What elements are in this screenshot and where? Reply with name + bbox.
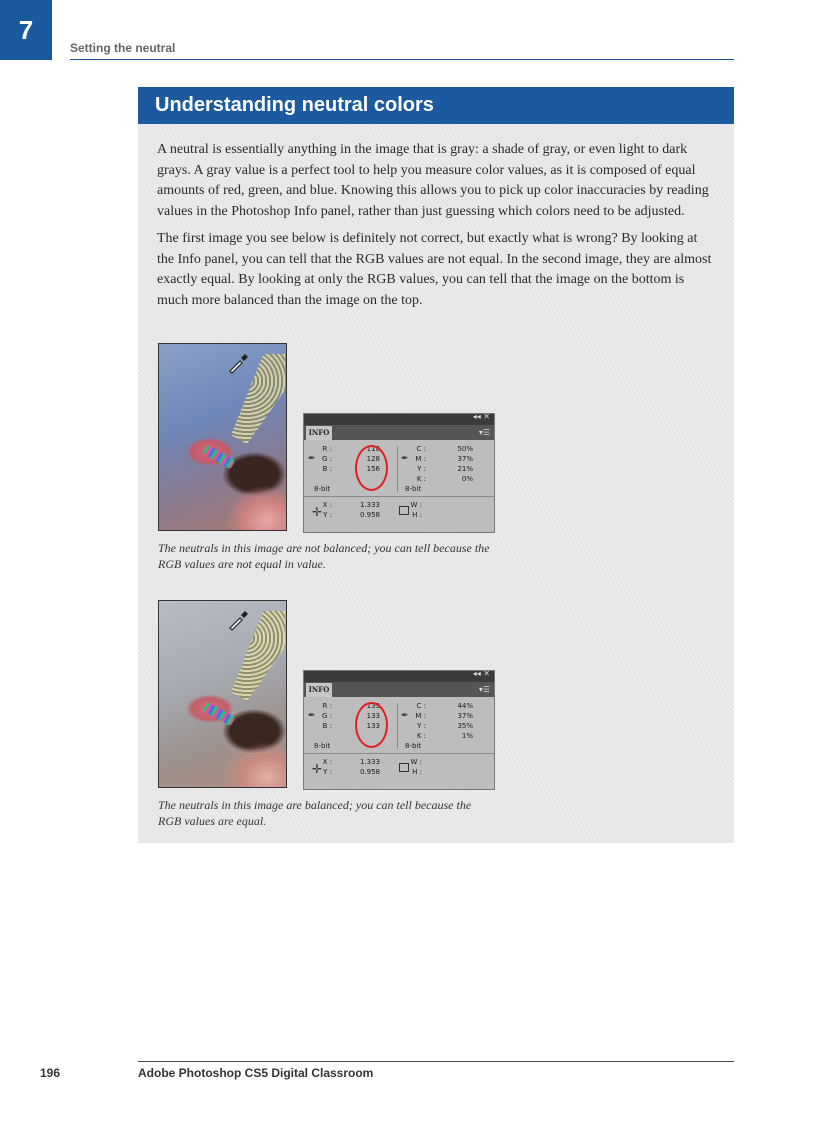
unbalanced-photo: [158, 343, 287, 531]
info-xy-row: [304, 497, 494, 527]
bitdepth-right: 8-bit: [405, 742, 422, 750]
r-label: R :: [322, 445, 332, 453]
balanced-photo: [158, 600, 287, 788]
r-value: 118: [366, 445, 380, 453]
info-xy-row: [304, 754, 494, 784]
eyedropper-icon: ✒: [308, 454, 316, 464]
bitdepth-left: 8-bit: [314, 742, 331, 750]
chapter-number-tab: 7: [0, 0, 52, 60]
k-label: K :: [416, 732, 426, 740]
y-label: Y :: [417, 465, 426, 473]
eyedropper-icon: ✒: [401, 454, 409, 464]
bitdepth-right: 8-bit: [405, 485, 422, 493]
divider: [397, 446, 398, 492]
caption-1: The neutrals in this image are not balanced; you can tell because the RGB values are not equal in value.: [158, 541, 490, 571]
g-value: 133: [366, 712, 380, 720]
eyedropper-icon: [227, 352, 249, 374]
bracelet-detail: [203, 702, 236, 727]
y-coord-value: 0.958: [359, 511, 380, 519]
b-label: B :: [322, 465, 332, 473]
book-title: Adobe Photoshop CS5 Digital Classroom: [138, 1066, 374, 1080]
x-label: X :: [322, 501, 332, 509]
k-value: 1%: [461, 732, 473, 740]
footer-rule: [138, 1061, 734, 1062]
g-label: G :: [321, 455, 332, 463]
k-value: 0%: [461, 475, 473, 483]
caption-2: The neutrals in this image are balanced; you can tell because the RGB values are equal.: [158, 798, 472, 828]
y-value: 21%: [457, 465, 473, 473]
panel-topbar: [304, 414, 494, 425]
w-label: W :: [410, 501, 422, 509]
highlight-circle: [355, 702, 388, 748]
bitdepth-left: 8-bit: [314, 485, 331, 493]
info-values-grid: [304, 697, 494, 754]
panel-tab-row: [304, 425, 494, 440]
eyedropper-icon: ✒: [401, 711, 409, 721]
g-value: 128: [366, 455, 380, 463]
b-label: B :: [322, 722, 332, 730]
y-coord-value: 0.958: [359, 768, 380, 776]
sidebar-title: Understanding neutral colors: [138, 87, 734, 124]
c-value: 50%: [457, 445, 473, 453]
m-value: 37%: [457, 712, 473, 720]
paragraph-1: A neutral is essentially anything in the image that is gray: a shade of gray, or even light to dark grays. A gray value is a perfect tool to help you measure color values, as it is composed of equal amounts of red, green, and blue. Knowing this allows you to pick up color inaccuracies by reading values in the Photoshop Info panel, rather than just guessing which colors need to be adjusted.: [157, 142, 709, 219]
paragraph-2: The first image you see below is definitely not correct, but exactly what is wrong? By looking at the Info panel, you can tell that the RGB values are not equal. In the second image, they are almost exactly equal. By looking at only the RGB values, you can tell that the image on the bottom is much more balanced than the image on the top.: [157, 231, 712, 308]
info-panel-1: [303, 413, 495, 533]
info-panel-2: [303, 670, 495, 790]
x-value: 1.333: [359, 501, 380, 509]
m-label: M :: [415, 455, 426, 463]
collapse-close-icon[interactable]: ◂◂ ✕: [472, 669, 490, 678]
h-label: H :: [412, 511, 422, 519]
b-value: 133: [366, 722, 380, 730]
m-label: M :: [415, 712, 426, 720]
y-coord-label: Y :: [323, 511, 332, 519]
panel-topbar: [304, 671, 494, 682]
g-label: G :: [321, 712, 332, 720]
crosshair-icon: ✛: [312, 762, 323, 776]
panel-tab-row: [304, 682, 494, 697]
c-label: C :: [416, 702, 426, 710]
b-value: 156: [366, 465, 380, 473]
bracelet-detail: [203, 445, 236, 470]
page-number: 196: [40, 1066, 61, 1080]
header-rule: [70, 59, 734, 60]
y-coord-label: Y :: [323, 768, 332, 776]
panel-menu-icon[interactable]: ▾☰: [478, 428, 490, 437]
r-value: 133: [366, 702, 380, 710]
y-value: 35%: [457, 722, 473, 730]
x-value: 1.333: [359, 758, 380, 766]
x-label: X :: [322, 758, 332, 766]
crosshair-icon: ✛: [312, 505, 323, 519]
w-label: W :: [410, 758, 422, 766]
c-value: 44%: [457, 702, 473, 710]
sidebar-body: [138, 124, 734, 311]
h-label: H :: [412, 768, 422, 776]
running-head: Setting the neutral: [70, 41, 176, 55]
tab-info[interactable]: INFO: [306, 683, 332, 697]
eyedropper-icon: [227, 609, 249, 631]
collapse-close-icon[interactable]: ◂◂ ✕: [472, 412, 490, 421]
divider: [397, 703, 398, 749]
panel-menu-icon[interactable]: ▾☰: [478, 685, 490, 694]
eyedropper-icon: ✒: [308, 711, 316, 721]
m-value: 37%: [457, 455, 473, 463]
r-label: R :: [322, 702, 332, 710]
y-label: Y :: [417, 722, 426, 730]
c-label: C :: [416, 445, 426, 453]
k-label: K :: [416, 475, 426, 483]
tab-info[interactable]: INFO: [306, 426, 332, 440]
info-values-grid: [304, 440, 494, 497]
highlight-circle: [355, 445, 388, 491]
